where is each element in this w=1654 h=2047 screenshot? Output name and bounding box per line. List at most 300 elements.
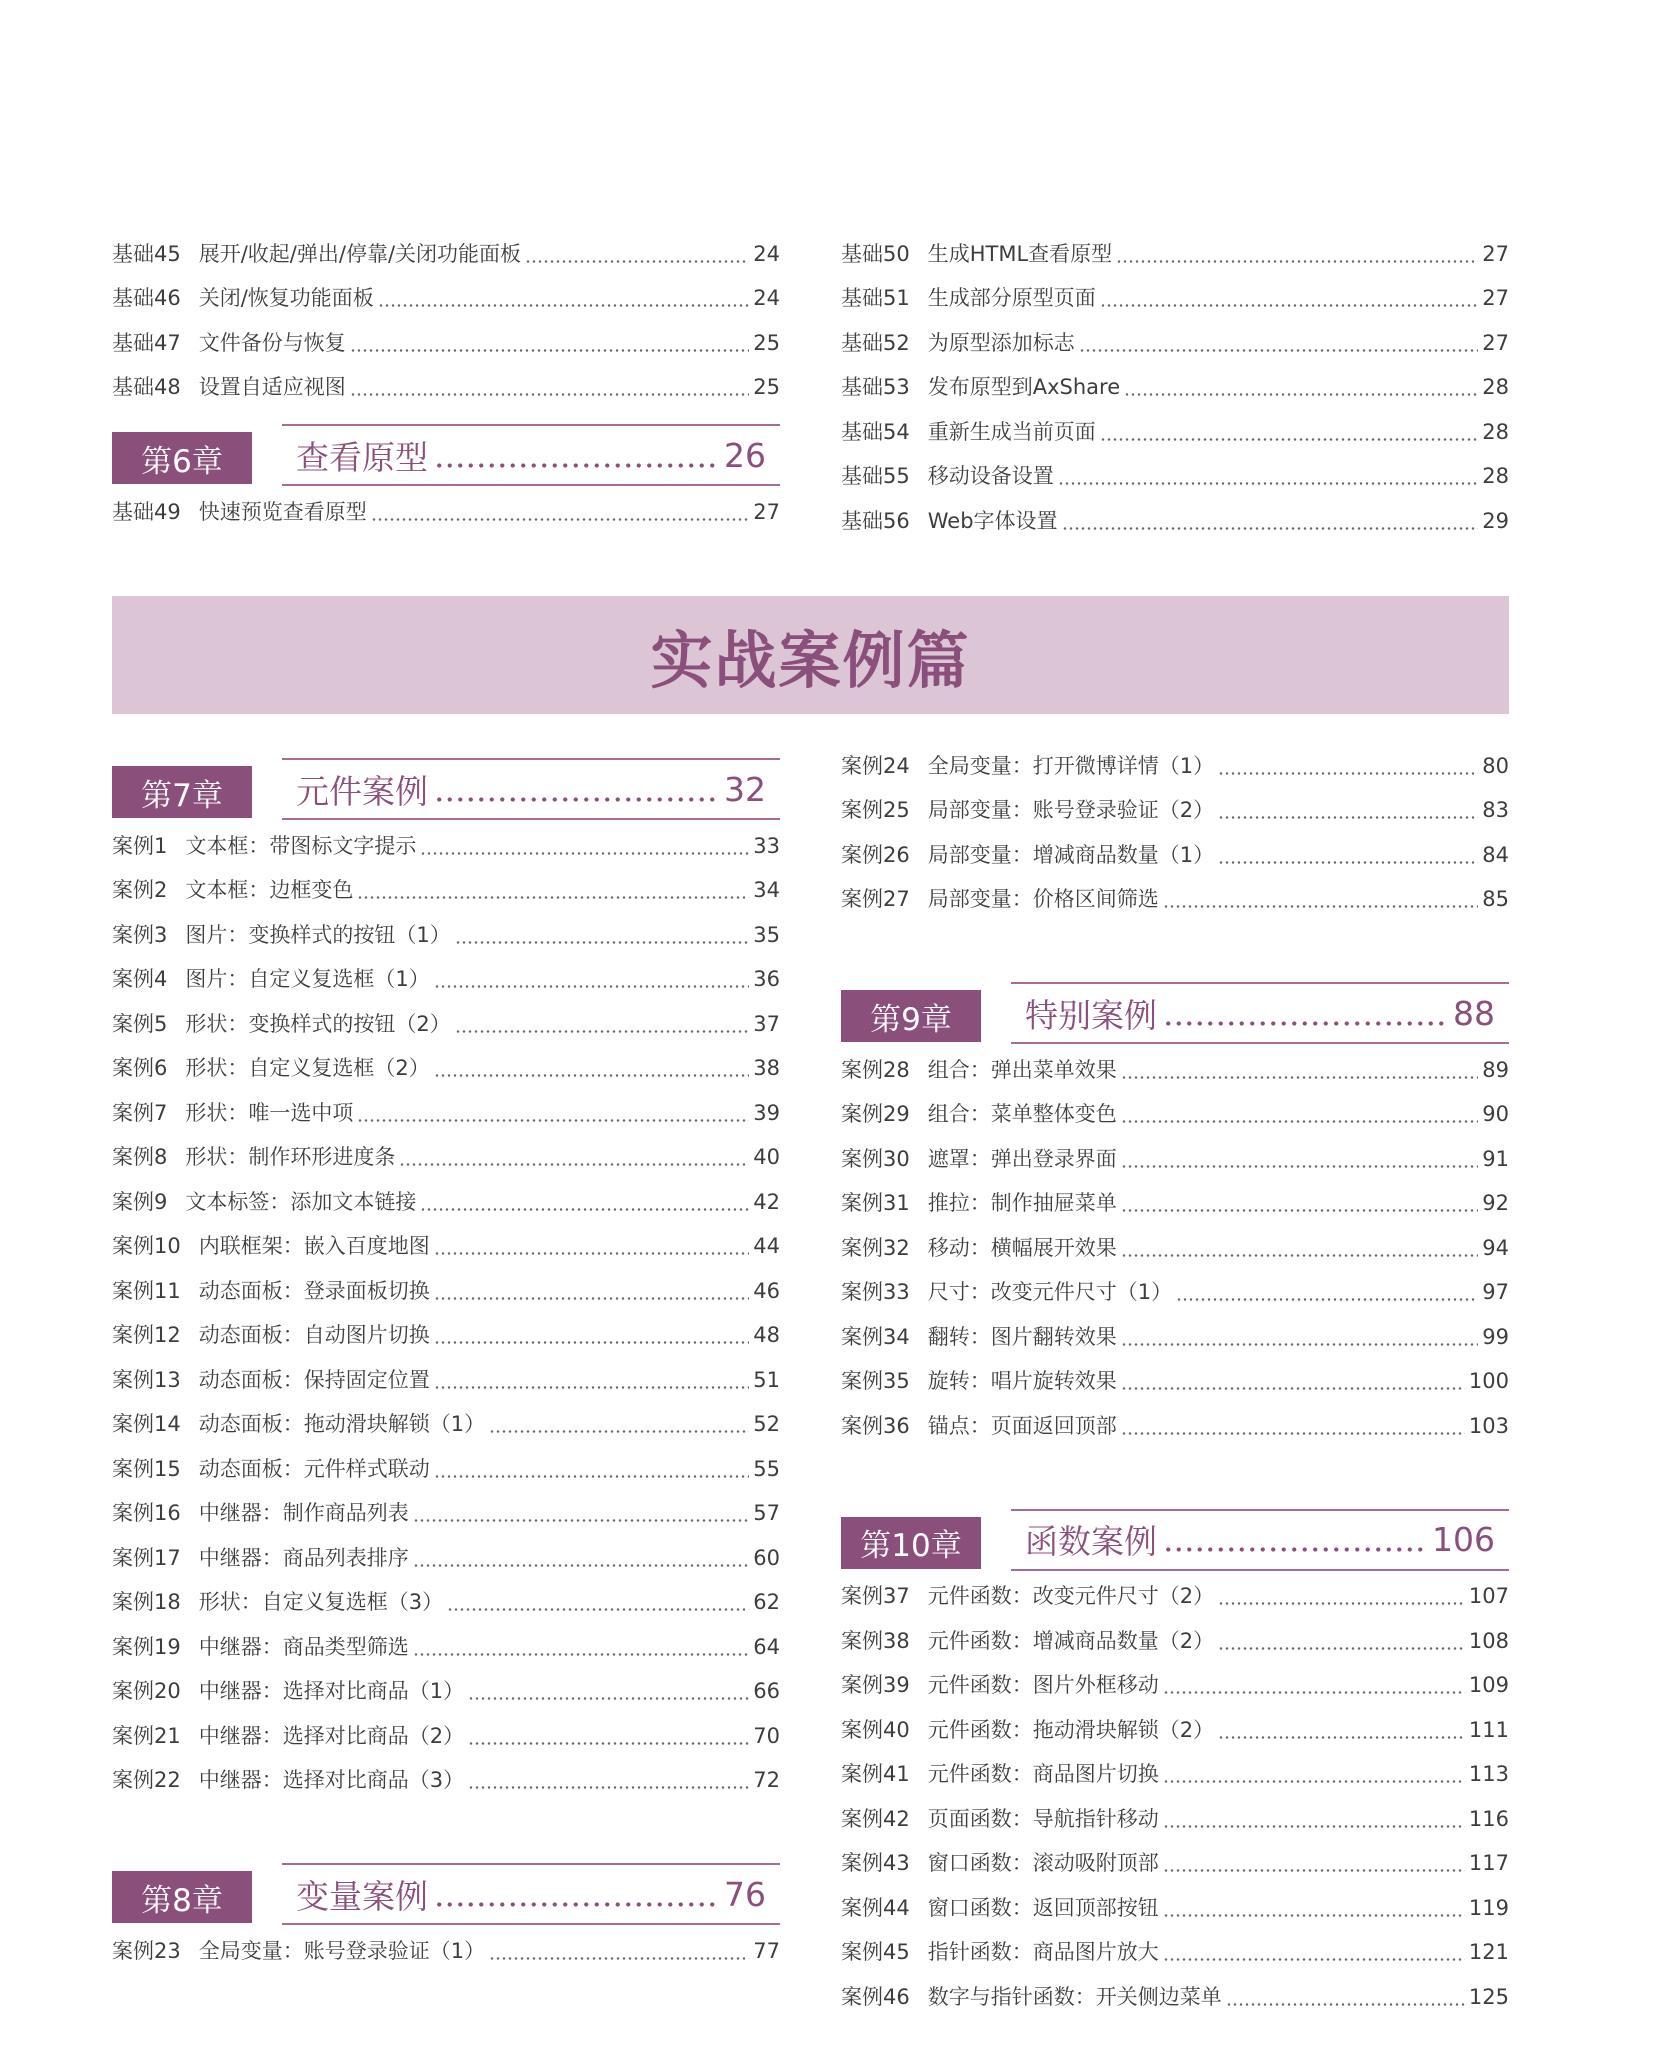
entry-number: 基础50	[841, 241, 910, 266]
entry-number: 案例14	[112, 1412, 181, 1437]
entry-page: 97	[1482, 1280, 1509, 1305]
toc-entry[interactable]	[841, 878, 1509, 923]
entry-title: 中继器：商品类型筛选	[198, 1634, 409, 1659]
entry-number: 案例44	[841, 1895, 910, 1920]
entry-number: 案例4	[112, 967, 168, 992]
entry-page: 27	[1482, 241, 1509, 266]
entry-page: 91	[1482, 1146, 1509, 1171]
chapter-title-bar	[1011, 982, 1509, 1044]
entry-page: 28	[1482, 419, 1509, 444]
toc-entry[interactable]	[841, 1842, 1509, 1887]
entry-title: 局部变量：价格区间筛选	[927, 887, 1159, 912]
entry-page: 37	[753, 1011, 780, 1036]
entry-title: 文本框：带图标文字提示	[185, 833, 417, 858]
toc-entry[interactable]	[112, 1759, 780, 1804]
entry-number: 案例11	[112, 1278, 181, 1303]
entry-title: 图片：变换样式的按钮（1）	[185, 922, 451, 947]
toc-entry[interactable]	[841, 1708, 1509, 1753]
entry-number: 案例41	[841, 1762, 910, 1787]
entry-number: 案例29	[841, 1102, 910, 1127]
entry-title: 动态面板：登录面板切换	[198, 1278, 430, 1303]
entry-number: 案例45	[841, 1940, 910, 1965]
chapter-leader-dots	[434, 1902, 718, 1907]
toc-entry[interactable]	[112, 321, 780, 366]
entry-page: 27	[1482, 286, 1509, 311]
toc-entry[interactable]	[112, 277, 780, 322]
entry-title: 中继器：选择对比商品（2）	[198, 1723, 465, 1748]
entry-title: 展开/收起/弹出/停靠/关闭功能面板	[198, 241, 522, 266]
entry-number: 案例31	[841, 1191, 910, 1216]
entry-number: 案例40	[841, 1717, 910, 1742]
toc-entry[interactable]	[841, 1182, 1509, 1227]
toc-column-bottom-left	[112, 744, 780, 1974]
toc-entry[interactable]	[841, 499, 1509, 544]
entry-number: 案例25	[841, 798, 910, 823]
section-banner-title: 实战案例篇	[650, 623, 971, 697]
leader-dots	[525, 260, 749, 263]
toc-entry[interactable]	[841, 232, 1509, 277]
entry-page: 34	[753, 878, 780, 903]
leader-dots	[434, 1386, 750, 1389]
entry-page: 111	[1468, 1717, 1509, 1742]
chapter-title-bar	[282, 758, 780, 820]
toc-entry[interactable]	[112, 1314, 780, 1359]
entry-number: 案例39	[841, 1673, 910, 1698]
entry-title: 动态面板：元件样式联动	[198, 1456, 430, 1481]
entry-title: 元件函数：改变元件尺寸（2）	[927, 1584, 1215, 1609]
entry-title: 全局变量：打开微博详情（1）	[927, 753, 1215, 778]
leader-dots	[1176, 1298, 1478, 1301]
chapter-heading[interactable]	[841, 1509, 1509, 1571]
entry-page: 33	[753, 833, 780, 858]
entry-title: 文本框：边框变色	[185, 878, 354, 903]
toc-entry[interactable]	[112, 1447, 780, 1492]
chapter-page: 32	[724, 769, 766, 809]
toc-entry[interactable]	[112, 1929, 780, 1974]
toc-column-top-right	[841, 232, 1509, 544]
toc-entry[interactable]	[112, 1536, 780, 1581]
entry-page: 84	[1482, 842, 1509, 867]
entry-page: 116	[1468, 1806, 1509, 1831]
leader-dots	[1218, 816, 1478, 819]
toc-entry[interactable]	[841, 1093, 1509, 1138]
toc-entry[interactable]	[841, 1886, 1509, 1931]
toc-entry[interactable]	[112, 1358, 780, 1403]
leader-dots	[1121, 1254, 1479, 1257]
leader-dots	[1100, 304, 1479, 307]
leader-dots	[1121, 1165, 1479, 1168]
entry-title: 内联框架：嵌入百度地图	[198, 1234, 430, 1259]
toc-column-top-left	[112, 232, 780, 535]
section-banner	[112, 596, 1509, 714]
entry-page: 108	[1468, 1628, 1509, 1653]
toc-entry[interactable]	[112, 913, 780, 958]
chapter-page: 76	[724, 1874, 766, 1914]
entry-number: 案例35	[841, 1369, 910, 1394]
entry-title: 形状：自定义复选框（3）	[198, 1590, 444, 1615]
entry-title: 局部变量：增减商品数量（1）	[927, 842, 1215, 867]
chapter-page: 88	[1453, 993, 1495, 1033]
entry-number: 案例42	[841, 1806, 910, 1831]
leader-dots	[420, 1208, 749, 1211]
entry-title: 页面函数：导航指针移动	[927, 1806, 1159, 1831]
entry-number: 基础45	[112, 241, 181, 266]
chapter-title: 变量案例	[296, 1876, 428, 1916]
toc-entry[interactable]	[112, 1670, 780, 1715]
entry-number: 案例1	[112, 833, 168, 858]
entry-page: 117	[1468, 1851, 1509, 1876]
leader-dots	[434, 1252, 750, 1255]
chapter-title: 特别案例	[1025, 995, 1157, 1035]
entry-page: 35	[753, 922, 780, 947]
entry-number: 案例22	[112, 1768, 181, 1793]
leader-dots	[1121, 1387, 1465, 1390]
toc-entry[interactable]	[112, 1002, 780, 1047]
entry-page: 85	[1482, 887, 1509, 912]
toc-entry[interactable]	[841, 1575, 1509, 1620]
entry-page: 28	[1482, 464, 1509, 489]
leader-dots	[1163, 1914, 1465, 1917]
chapter-title-bar	[1011, 1509, 1509, 1571]
leader-dots	[1163, 1869, 1465, 1872]
entry-page: 89	[1482, 1057, 1509, 1082]
leader-dots	[413, 1653, 750, 1656]
toc-entry[interactable]	[841, 1137, 1509, 1182]
entry-title: 尺寸：改变元件尺寸（1）	[927, 1280, 1173, 1305]
chapter-leader-dots	[1163, 1547, 1426, 1552]
leader-dots	[399, 1163, 749, 1166]
entry-number: 案例32	[841, 1235, 910, 1260]
leader-dots	[455, 1030, 750, 1033]
entry-number: 基础55	[841, 464, 910, 489]
section-gap	[841, 922, 1509, 968]
toc-entry[interactable]	[841, 1975, 1509, 2020]
leader-dots	[1079, 349, 1479, 352]
entry-page: 25	[753, 330, 780, 355]
leader-dots	[1218, 861, 1478, 864]
toc-entry[interactable]	[841, 1315, 1509, 1360]
entry-page: 77	[753, 1938, 780, 1963]
entry-page: 121	[1468, 1940, 1509, 1965]
entry-number: 基础46	[112, 286, 181, 311]
toc-entry[interactable]	[841, 1226, 1509, 1271]
entry-title: 中继器：选择对比商品（3）	[198, 1768, 465, 1793]
entry-title: 形状：唯一选中项	[185, 1100, 354, 1125]
chapter-title: 查看原型	[296, 437, 428, 477]
leader-dots	[468, 1742, 749, 1745]
leader-dots	[1116, 260, 1478, 263]
toc-entry[interactable]	[112, 958, 780, 1003]
entry-number: 案例7	[112, 1100, 168, 1125]
entry-page: 83	[1482, 798, 1509, 823]
entry-title: 翻转：图片翻转效果	[927, 1324, 1117, 1349]
section-gap	[112, 1803, 780, 1849]
entry-number: 基础56	[841, 508, 910, 533]
chapter-heading[interactable]	[112, 1863, 780, 1925]
leader-dots	[371, 518, 750, 521]
leader-dots	[489, 1957, 749, 1960]
entry-page: 62	[753, 1590, 780, 1615]
entry-page: 57	[753, 1501, 780, 1526]
section-gap	[841, 1449, 1509, 1495]
leader-dots	[1121, 1209, 1479, 1212]
entry-number: 案例43	[841, 1851, 910, 1876]
toc-entry[interactable]	[841, 1271, 1509, 1316]
leader-dots	[420, 852, 749, 855]
chapter-leader-dots	[1163, 1021, 1447, 1026]
entry-title: 动态面板：拖动滑块解锁（1）	[198, 1412, 486, 1437]
entry-title: 关闭/恢复功能面板	[198, 286, 374, 311]
entry-number: 案例8	[112, 1145, 168, 1170]
toc-entry[interactable]	[112, 1136, 780, 1181]
entry-title: 组合：菜单整体变色	[927, 1102, 1117, 1127]
leader-dots	[434, 1074, 750, 1077]
entry-page: 27	[1482, 330, 1509, 355]
toc-entry[interactable]	[841, 833, 1509, 878]
entry-number: 案例46	[841, 1984, 910, 2009]
entry-title: 推拉：制作抽屉菜单	[927, 1191, 1117, 1216]
leader-dots	[455, 941, 750, 944]
entry-title: 重新生成当前页面	[927, 419, 1096, 444]
toc-entry[interactable]	[112, 232, 780, 277]
entry-number: 案例15	[112, 1456, 181, 1481]
entry-number: 案例12	[112, 1323, 181, 1348]
entry-title: 快速预览查看原型	[198, 499, 367, 524]
toc-entry[interactable]	[841, 789, 1509, 834]
entry-title: 元件函数：图片外框移动	[927, 1673, 1159, 1698]
entry-title: 元件函数：增减商品数量（2）	[927, 1628, 1215, 1653]
entry-title: 文件备份与恢复	[198, 330, 346, 355]
entry-title: Web字体设置	[927, 508, 1058, 533]
chapter-leader-dots	[434, 797, 718, 802]
entry-number: 案例3	[112, 922, 168, 947]
toc-entry[interactable]	[841, 744, 1509, 789]
chapter-badge: 第7章	[112, 766, 252, 818]
entry-title: 文本标签：添加文本链接	[185, 1189, 417, 1214]
entry-page: 94	[1482, 1235, 1509, 1260]
leader-dots	[350, 349, 750, 352]
entry-page: 46	[753, 1278, 780, 1303]
toc-entry[interactable]	[841, 1619, 1509, 1664]
entry-number: 基础48	[112, 375, 181, 400]
entry-number: 案例23	[112, 1938, 181, 1963]
entry-page: 40	[753, 1145, 780, 1170]
entry-title: 发布原型到AxShare	[927, 375, 1121, 400]
entry-number: 案例30	[841, 1146, 910, 1171]
toc-entry[interactable]	[112, 869, 780, 914]
toc-entry[interactable]	[841, 1664, 1509, 1709]
entry-title: 全局变量：账号登录验证（1）	[198, 1938, 486, 1963]
entry-title: 窗口函数：滚动吸附顶部	[927, 1851, 1159, 1876]
entry-page: 119	[1468, 1895, 1509, 1920]
entry-page: 51	[753, 1367, 780, 1392]
entry-title: 遮罩：弹出登录界面	[927, 1146, 1117, 1171]
leader-dots	[1121, 1343, 1479, 1346]
leader-dots	[413, 1564, 750, 1567]
toc-entry[interactable]	[112, 1180, 780, 1225]
entry-title: 中继器：制作商品列表	[198, 1501, 409, 1526]
chapter-title-bar	[282, 1863, 780, 1925]
toc-entry[interactable]	[112, 1047, 780, 1092]
toc-entry[interactable]	[112, 366, 780, 411]
entry-title: 旋转：唱片旋转效果	[927, 1369, 1117, 1394]
entry-page: 113	[1468, 1762, 1509, 1787]
entry-page: 42	[753, 1189, 780, 1214]
entry-title: 移动设备设置	[927, 464, 1054, 489]
entry-title: 移动：横幅展开效果	[927, 1235, 1117, 1260]
chapter-heading[interactable]	[112, 424, 780, 486]
entry-title: 中继器：商品列表排序	[198, 1545, 409, 1570]
entry-title: 为原型添加标志	[927, 330, 1075, 355]
leader-dots	[1121, 1432, 1465, 1435]
leader-dots	[378, 304, 749, 307]
entry-number: 案例28	[841, 1057, 910, 1082]
toc-entry[interactable]	[841, 410, 1509, 455]
toc-entry[interactable]	[112, 490, 780, 535]
toc-entry[interactable]	[112, 1269, 780, 1314]
toc-entry[interactable]	[841, 1048, 1509, 1093]
entry-number: 案例24	[841, 753, 910, 778]
leader-dots	[1163, 1825, 1465, 1828]
entry-page: 80	[1482, 753, 1509, 778]
leader-dots	[1218, 1736, 1465, 1739]
entry-title: 图片：自定义复选框（1）	[185, 967, 430, 992]
entry-number: 案例19	[112, 1634, 181, 1659]
toc-entry[interactable]	[112, 1091, 780, 1136]
entry-number: 案例26	[841, 842, 910, 867]
entry-title: 形状：自定义复选框（2）	[185, 1056, 430, 1081]
entry-number: 案例38	[841, 1628, 910, 1653]
chapter-title: 元件案例	[296, 771, 428, 811]
toc-entry[interactable]	[841, 455, 1509, 500]
leader-dots	[1226, 2003, 1465, 2006]
entry-page: 92	[1482, 1191, 1509, 1216]
toc-column-bottom-right	[841, 744, 1509, 2020]
leader-dots	[1218, 772, 1478, 775]
entry-page: 70	[753, 1723, 780, 1748]
entry-title: 形状：制作环形进度条	[185, 1145, 396, 1170]
entry-number: 案例10	[112, 1234, 181, 1259]
entry-page: 38	[753, 1056, 780, 1081]
chapter-badge: 第10章	[841, 1517, 981, 1569]
leader-dots	[1100, 438, 1479, 441]
toc-entry[interactable]	[841, 1753, 1509, 1798]
chapter-title-bar	[282, 424, 780, 486]
leader-dots	[1218, 1647, 1465, 1650]
leader-dots	[447, 1608, 749, 1611]
entry-title: 元件函数：商品图片切换	[927, 1762, 1159, 1787]
leader-dots	[357, 1119, 749, 1122]
leader-dots	[1058, 482, 1479, 485]
chapter-badge: 第8章	[112, 1871, 252, 1923]
chapter-title: 函数案例	[1025, 1522, 1157, 1561]
leader-dots	[413, 1519, 750, 1522]
leader-dots	[468, 1697, 749, 1700]
toc-entry[interactable]	[841, 366, 1509, 411]
entry-number: 案例18	[112, 1590, 181, 1615]
entry-page: 60	[753, 1545, 780, 1570]
entry-number: 基础54	[841, 419, 910, 444]
toc-entry[interactable]	[841, 1797, 1509, 1842]
leader-dots	[434, 1475, 750, 1478]
entry-page: 39	[753, 1100, 780, 1125]
entry-number: 案例37	[841, 1584, 910, 1609]
entry-page: 72	[753, 1768, 780, 1793]
entry-page: 66	[753, 1679, 780, 1704]
entry-page: 64	[753, 1634, 780, 1659]
entry-page: 125	[1468, 1984, 1509, 2009]
entry-number: 案例17	[112, 1545, 181, 1570]
entry-title: 局部变量：账号登录验证（2）	[927, 798, 1215, 823]
entry-page: 27	[753, 499, 780, 524]
chapter-heading[interactable]	[112, 758, 780, 820]
toc-entry[interactable]	[112, 1625, 780, 1670]
leader-dots	[489, 1430, 749, 1433]
entry-title: 中继器：选择对比商品（1）	[198, 1679, 465, 1704]
entry-number: 案例5	[112, 1011, 168, 1036]
toc-entry[interactable]	[841, 1404, 1509, 1449]
entry-page: 99	[1482, 1324, 1509, 1349]
entry-number: 案例16	[112, 1501, 181, 1526]
entry-number: 案例9	[112, 1189, 168, 1214]
entry-number: 基础53	[841, 375, 910, 400]
entry-page: 109	[1468, 1673, 1509, 1698]
entry-title: 指针函数：商品图片放大	[927, 1940, 1159, 1965]
entry-title: 形状：变换样式的按钮（2）	[185, 1011, 451, 1036]
toc-entry[interactable]	[112, 1403, 780, 1448]
toc-entry[interactable]	[112, 1581, 780, 1626]
leader-dots	[1163, 905, 1479, 908]
leader-dots	[434, 1341, 750, 1344]
entry-number: 案例13	[112, 1367, 181, 1392]
entry-page: 48	[753, 1323, 780, 1348]
leader-dots	[1218, 1602, 1465, 1605]
entry-number: 基础49	[112, 499, 181, 524]
chapter-heading[interactable]	[841, 982, 1509, 1044]
entry-title: 生成部分原型页面	[927, 286, 1096, 311]
leader-dots	[1163, 1958, 1465, 1961]
entry-page: 100	[1468, 1369, 1509, 1394]
toc-entry[interactable]	[112, 824, 780, 869]
toc-entry[interactable]	[112, 1225, 780, 1270]
entry-title: 生成HTML查看原型	[927, 241, 1113, 266]
toc-entry[interactable]	[112, 1492, 780, 1537]
leader-dots	[357, 896, 749, 899]
leader-dots	[434, 1297, 750, 1300]
entry-title: 锚点：页面返回顶部	[927, 1413, 1117, 1438]
entry-page: 44	[753, 1234, 780, 1259]
entry-page: 24	[753, 241, 780, 266]
entry-page: 103	[1468, 1413, 1509, 1438]
chapter-badge: 第6章	[112, 432, 252, 484]
toc-entry[interactable]	[841, 1931, 1509, 1976]
leader-dots	[1062, 527, 1479, 530]
toc-entry[interactable]	[841, 321, 1509, 366]
entry-page: 52	[753, 1412, 780, 1437]
entry-number: 案例21	[112, 1723, 181, 1748]
leader-dots	[1163, 1691, 1465, 1694]
toc-entry[interactable]	[841, 277, 1509, 322]
entry-title: 数字与指针函数：开关侧边菜单	[927, 1984, 1222, 2009]
toc-entry[interactable]	[841, 1360, 1509, 1405]
toc-entry[interactable]	[112, 1714, 780, 1759]
entry-number: 案例6	[112, 1056, 168, 1081]
leader-dots	[350, 393, 750, 396]
entry-page: 25	[753, 375, 780, 400]
entry-number: 基础52	[841, 330, 910, 355]
entry-number: 案例36	[841, 1413, 910, 1438]
entry-number: 基础47	[112, 330, 181, 355]
